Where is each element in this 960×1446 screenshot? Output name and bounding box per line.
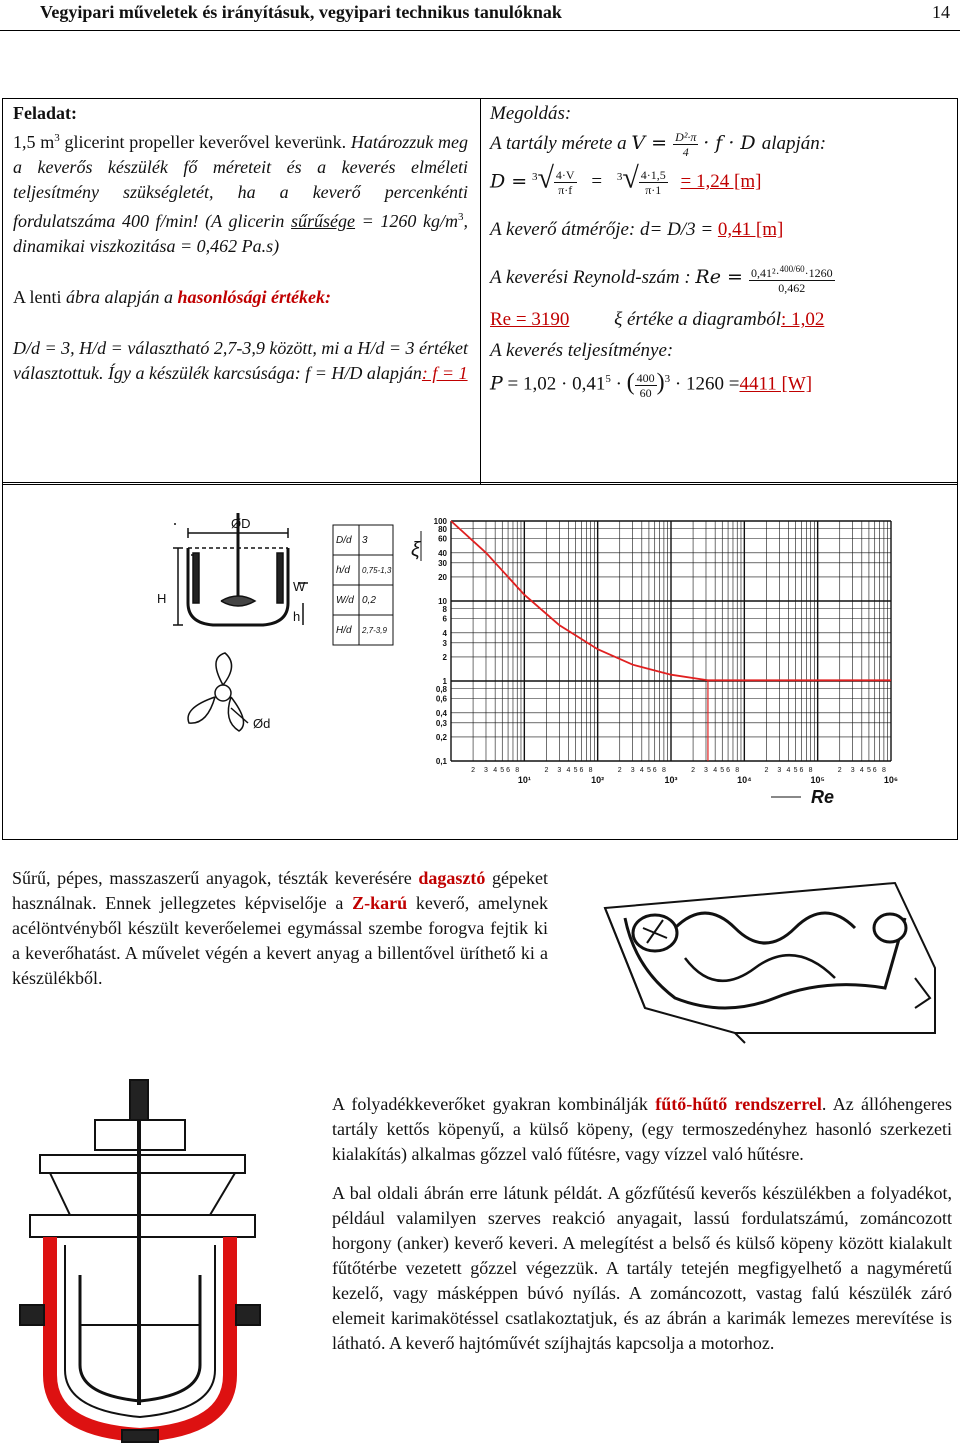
y-tick-label: 0,3 [435, 718, 447, 728]
ratio-result: : f = 1 [421, 363, 468, 383]
x-minor-label: 3 [704, 767, 708, 774]
x-minor-label: 4 [859, 767, 864, 774]
page-header [0, 0, 960, 31]
table-row-0-val: 3 [362, 535, 368, 546]
table-row-2-val: 0,2 [362, 595, 376, 606]
y-tick-label: 0,1 [435, 757, 447, 766]
xi-label: ξ értéke a diagramból [614, 309, 782, 331]
sim-it: ábra alapján a [66, 287, 178, 307]
x-tick-label: 10⁵ [810, 775, 825, 785]
dough-p2: gépeket használnak. Ennek jellegzetes képviselője a [12, 868, 548, 913]
x-minor-label: 3 [557, 767, 562, 774]
x-minor-label: 4 [786, 767, 791, 774]
x-minor-label: 8 [881, 767, 886, 774]
re-xi-line [490, 307, 950, 332]
power-result: 4411 [W] [739, 373, 813, 395]
jacketed-vessel-image [10, 1075, 270, 1445]
y-tick-label: 4 [442, 628, 447, 638]
task-body: Határozzuk meg a keverős készülék fő méreteit és a keverés elméleti teljesítmény szükségletét, ha a keverő percenkénti fordulatszáma 400 f/min! [13, 132, 468, 231]
x-minor-label: 4 [713, 767, 718, 774]
volume-post: alapján: [761, 132, 827, 154]
y-tick-label: 80 [438, 524, 447, 534]
x-minor-label: 2 [617, 767, 622, 774]
y-tick-label: 0,8 [435, 684, 447, 694]
x-minor-label: 8 [735, 767, 740, 774]
agitator-pre: A keverő átmérője: d= D/3 = [490, 219, 718, 241]
table-row-3-val: 2,7-3,9 [362, 626, 387, 635]
y-axis-label: ξ [411, 539, 420, 561]
heating-section [332, 1092, 952, 1356]
x-minor-label: 6 [579, 767, 584, 774]
x-minor-label: 3 [484, 767, 488, 774]
x-minor-label: 8 [588, 767, 593, 774]
y-tick-label: 40 [438, 548, 447, 558]
x-minor-label: 8 [515, 767, 520, 774]
label-h: h [293, 609, 301, 624]
task-column [13, 101, 468, 386]
label-H: H [157, 591, 167, 606]
reynolds-value: Re = 3190 [490, 309, 570, 331]
x-minor-label: 3 [777, 767, 782, 774]
x-minor-label: 5 [793, 767, 798, 774]
ratio-line1: D/d = 3, H/d = választható 2,7-3,9 között, mi a H/d = 3 értéket választottuk. [13, 338, 468, 383]
xi-value: : 1,02 [781, 309, 825, 331]
dough-p1: Sűrű, pépes, masszaszerű anyagok, tészták keverésére [12, 868, 419, 888]
x-minor-label: 6 [726, 767, 731, 774]
header-title: Vegyipari műveletek és irányításuk, vegyipari technikus tanulóknak [40, 2, 562, 22]
x-minor-label: 5 [500, 767, 505, 774]
y-tick-label: 60 [438, 534, 447, 544]
task-heading: Feladat: [13, 103, 77, 123]
label-d: Ød [253, 716, 271, 731]
y-tick-label: 1 [442, 677, 447, 686]
x-minor-label: 4 [493, 767, 498, 774]
reynolds-label: A keverési Reynold-szám : [490, 267, 691, 289]
y-tick-label: 0,4 [435, 708, 447, 718]
x-tick-label: 10⁶ [883, 775, 899, 785]
ratio-line2: Így a készülék karcsúsága: f = H/D alapján [103, 363, 422, 383]
table-row-2-key: W/d [336, 595, 354, 606]
solution-column [490, 101, 950, 400]
x-minor-label: 2 [691, 767, 696, 774]
dough-p3: keverő, amelynek acélöntvényből készült keverőelemei egymással szembe forogva fejtik ki a keverőhatást. A művelet végén a kevert anyag a billentővel üríthető ki a készülékből. [12, 893, 548, 988]
x-minor-label: 8 [808, 767, 813, 774]
label-D: ØD [231, 516, 251, 531]
y-tick-label: 100 [433, 517, 447, 526]
task-density-val: = 1260 kg/m [355, 211, 458, 231]
x-axis-label: Re [811, 787, 835, 807]
x-minor-label: 4 [639, 767, 644, 774]
table-row-0-key: D/d [336, 535, 352, 546]
table-row-1-val: 0,75-1,3 [362, 566, 392, 575]
volume-formula: A tartály mérete a V = $\frac{\text{D²·π}}{4}$ · f · D alapján: [490, 130, 827, 159]
y-tick-label: 2 [442, 652, 447, 662]
power-label: A keverés teljesítménye: [490, 340, 674, 362]
task-density-post: , dinamikai viszkozitása = 0,462 Pa.s) [13, 211, 468, 256]
y-tick-label: 20 [438, 572, 447, 582]
vessel-diagram [173, 513, 308, 731]
y-tick-label: 0,6 [435, 694, 447, 704]
task-volume: 1,5 m [13, 132, 55, 152]
ratio-table [333, 525, 393, 645]
sim-pre: A lenti [13, 287, 66, 307]
heating-p1a: A folyadékkeverőket gyakran kombinálják [332, 1094, 656, 1114]
d-result: = 1,24 [m] [680, 171, 762, 193]
task-density-word: sűrűsége [291, 211, 356, 231]
task-density-sup: 3 [458, 211, 464, 223]
heating-p1b: . Az állóhengeres tartály kettős köpenyű, a külső köpeny, (egy termoszedényhez hasonló szerkezeti kialakítás) alkalmas gőzzel való fűtésre, vagy vízzel való hűtésre. [332, 1094, 953, 1164]
figure-box [2, 482, 958, 840]
y-tick-label: 3 [442, 638, 447, 648]
x-tick-label: 10³ [664, 775, 678, 785]
heating-p1 [332, 1092, 952, 1167]
task-volume-post: glicerint propeller keverővel keverünk. [59, 132, 347, 152]
x-minor-label: 5 [866, 767, 871, 774]
page-number: 14 [932, 2, 950, 22]
agitator-line [490, 217, 950, 242]
table-row-1-key: h/d [336, 565, 350, 576]
y-tick-label: 10 [438, 597, 447, 606]
table-row-3-key: H/d [336, 625, 352, 636]
x-minor-label: 5 [720, 767, 725, 774]
x-minor-label: 2 [471, 767, 476, 774]
agitator-value: 0,41 [m] [717, 219, 784, 241]
x-minor-label: 8 [661, 767, 666, 774]
reynolds-line: A keverési Reynold-szám : Re = $\frac{0,41^2\cdot^{400/60}\cdot 1260}{0,462}$ [490, 264, 833, 296]
y-tick-label: 30 [438, 558, 447, 568]
x-minor-label: 5 [573, 767, 578, 774]
task-table [2, 98, 958, 485]
x-minor-label: 4 [566, 767, 571, 774]
x-minor-label: 6 [799, 767, 804, 774]
task-volume-sup: 3 [54, 132, 60, 144]
dough-paragraph [12, 866, 548, 991]
y-tick-label: 6 [442, 614, 447, 624]
y-tick-label: 0,2 [435, 732, 447, 742]
x-tick-label: 10¹ [517, 775, 531, 785]
y-tick-label: 8 [442, 604, 447, 614]
x-minor-label: 2 [837, 767, 842, 774]
heating-red: fűtő-hűtő rendszerrel [655, 1094, 822, 1114]
task-density-pre: (A glicerin [205, 211, 292, 231]
solution-heading: Megoldás: [490, 103, 572, 124]
power-formula: $P = 1,02 \cdot 0,41^5$ · ( $\frac{400}{60}$ )$^3$ · 1260 =4411 [W] [490, 369, 813, 400]
ratio-text [13, 336, 468, 386]
x-minor-label: 2 [544, 767, 549, 774]
sim-red: hasonlósági értékek: [177, 287, 332, 307]
task-text [13, 126, 468, 259]
z-blade-mixer-image [585, 858, 955, 1048]
dough-zkaru: Z-karú [352, 893, 408, 913]
similarity-line [13, 285, 468, 310]
volume-fraction: $\frac{\text{D²·π}}{4}$ [675, 130, 697, 159]
x-tick-label: 10² [591, 775, 605, 785]
d-formula: D = $^3$√ $\frac{4\cdot V}{\pi\cdot f}$ = $^3$√ $\frac{4\cdot 1,5}{\pi\cdot 1}$ = 1,24 [m] [490, 161, 762, 198]
x-tick-label: 10⁴ [737, 775, 752, 785]
heating-p2: A bal oldali ábrán erre látunk példát. A gőzfűtésű keverős készülékben a folyadékot, például valamilyen szerves reakció anyagait, lassú fordulatszámú, zománcozott horgony (anker) keverő keveri. A melegítést a belső és külső köpeny között kialakult fűtőtérbe vezetett gőzzel végezzük. A tartály tetején megfigyelhető a nagyméretű kezelő, vagy másképpen búvó nyílás. A zománcozott, vastag falú készülék záró elemeit karimakötéssel csatlakoztatjuk, és az ábrán a karimák lemezes merevítése is látható. A keverő hajtóművét szíjhajtás kapcsolja a motorhoz. [332, 1183, 952, 1353]
x-minor-label: 6 [872, 767, 877, 774]
x-minor-label: 6 [652, 767, 657, 774]
label-W: W [293, 579, 306, 594]
x-minor-label: 2 [764, 767, 769, 774]
figure-svg [3, 483, 957, 839]
dough-dagaszto: dagasztó [418, 868, 486, 888]
x-minor-label: 6 [506, 767, 511, 774]
x-minor-label: 3 [850, 767, 855, 774]
chart [411, 517, 898, 807]
volume-label: A tartály mérete a [490, 132, 627, 154]
table-divider [480, 99, 481, 484]
x-minor-label: 5 [646, 767, 651, 774]
x-minor-label: 3 [630, 767, 635, 774]
